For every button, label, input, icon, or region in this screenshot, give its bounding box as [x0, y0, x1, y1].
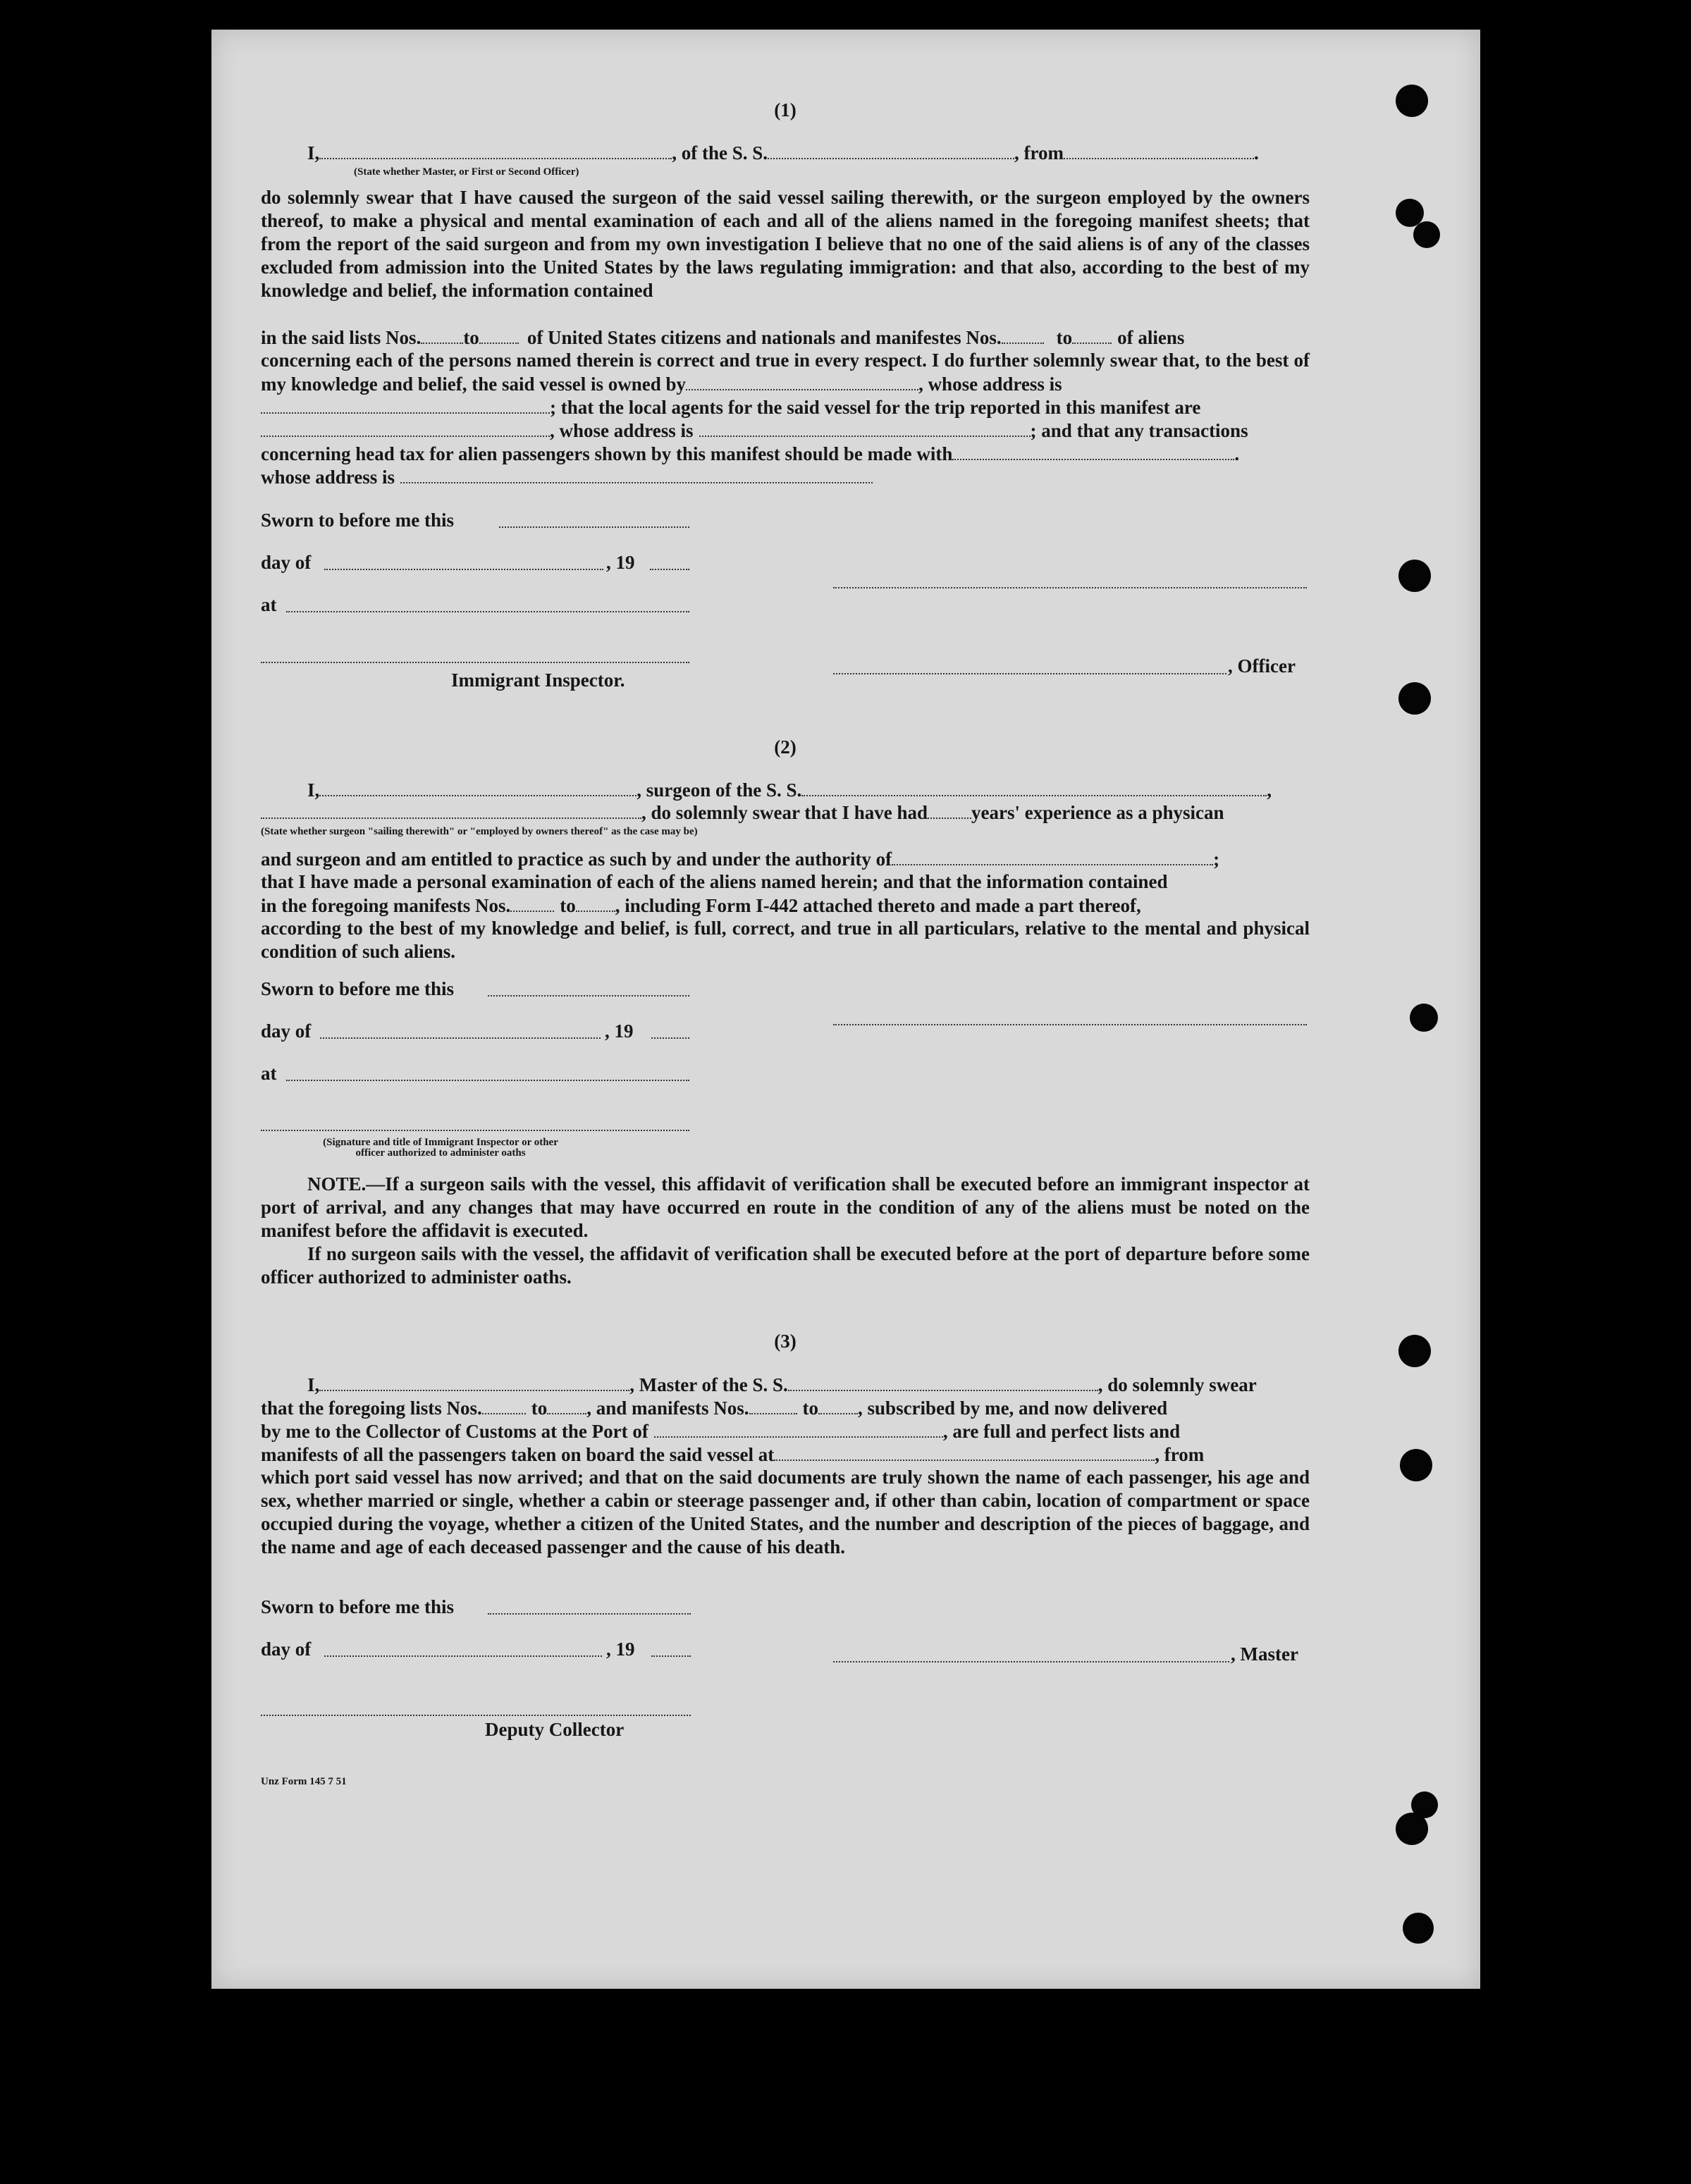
- manifests-to-field[interactable]: [1072, 326, 1112, 344]
- year-label: , 19: [606, 552, 635, 573]
- section-2-body-a: [261, 870, 1310, 894]
- label-master-of-ss: , Master of the S. S.: [629, 1374, 788, 1395]
- label-to: to: [802, 1398, 819, 1419]
- officer-title-field[interactable]: [319, 141, 672, 159]
- label-to: to: [1056, 327, 1073, 348]
- note-text-1: NOTE.—If a surgeon sails with the vessel, this affidavit of verification shall be executed before an immigrant inspector at port of arrival, and any changes that may have occurred en route in the condition of any of the aliens must be noted on the manifest before the affidavit is executed.: [261, 1173, 1310, 1241]
- years-experience-field[interactable]: [928, 801, 971, 819]
- label-and-manifests: , and manifests Nos.: [586, 1398, 749, 1419]
- headtax-contact-field[interactable]: [952, 442, 1234, 460]
- section-1-body-a-text: do solemnly swear that I have caused the surgeon of the said vessel sailing therewith, or the surgeon employed by the owners thereof, to make a physical and mental examination of each and all of the aliens named in the foregoing manifest sheets; that from the report of the said surgeon and from my own investigation I believe that no one of the said aliens is of any of the classes excluded from admission into the United States by the laws regulating immigration: and that also, according to the best of my knowledge and belief, the information contained: [261, 187, 1310, 301]
- section-2-line-2: [261, 801, 1224, 825]
- headtax-row: [261, 442, 1239, 466]
- section-3-port-row: [261, 1419, 1180, 1443]
- label-from: , from: [1155, 1444, 1205, 1465]
- year-label-2: , 19: [605, 1020, 634, 1042]
- section-1-body-b-text: [261, 349, 1310, 396]
- label-lists: in the said lists Nos.: [261, 327, 422, 348]
- at-label: at: [261, 594, 277, 615]
- year-field-2[interactable]: [651, 1037, 689, 1039]
- manifests-from-field-3[interactable]: [749, 1396, 797, 1414]
- period: .: [1234, 443, 1240, 464]
- punch-hole: [1403, 1913, 1434, 1944]
- sig-note-1: (Signature and title of Immigrant Inspector or other: [323, 1137, 558, 1148]
- manifests-row: [261, 894, 1141, 918]
- section-3-lists-row: [261, 1396, 1167, 1420]
- manifests-from-field[interactable]: [1002, 326, 1044, 344]
- label-port-of: by me to the Collector of Customs at the Port of: [261, 1421, 648, 1442]
- sworn-label-2: Sworn to before me this: [261, 978, 454, 999]
- manifests-from-field-2[interactable]: [510, 894, 554, 912]
- section-3-body: [261, 1466, 1310, 1559]
- note-text-2: If no surgeon sails with the vessel, the affidavit of verification shall be executed before at the port of departure before some officer authorized to administer oaths.: [261, 1243, 1310, 1288]
- label-surgeon-of-ss: , surgeon of the S. S.: [637, 779, 802, 801]
- section-1-body-b: [261, 349, 1310, 396]
- sig-note-2: officer authorized to administer oaths: [355, 1147, 526, 1159]
- label-full-and-perfect: , are full and perfect lists and: [942, 1421, 1181, 1442]
- master-signature-field[interactable]: [833, 1660, 1229, 1662]
- officer-signature-top-field[interactable]: [833, 586, 1307, 588]
- taken-at-field[interactable]: [774, 1443, 1155, 1461]
- punch-hole: [1413, 221, 1440, 248]
- agents-field[interactable]: [261, 419, 550, 437]
- manifests-to-field-2[interactable]: [576, 894, 615, 912]
- section-2-body-b-text: according to the best of my knowledge and belief, is full, correct, and true in all particulars, relative to the mental and physical condition of such aliens.: [261, 918, 1310, 962]
- lists-to-field[interactable]: [479, 326, 519, 344]
- label-solemnly-swear: , do solemnly swear: [1097, 1374, 1257, 1395]
- section-2-body-a-text: that I have made a personal examination of each of the aliens named herein; and that the information contained: [261, 871, 1168, 892]
- authority-field[interactable]: [892, 847, 1213, 865]
- from-port-field[interactable]: [1064, 141, 1254, 159]
- label-to: to: [463, 327, 479, 348]
- label-i: I,: [307, 1374, 320, 1395]
- label-to: to: [560, 895, 576, 916]
- year-field[interactable]: [650, 568, 689, 570]
- owned-by-text: concerning each of the persons named therein is correct and true in every respect. I do further solemnly swear that, to the best of my knowledge and belief, the said vessel is owned by: [261, 350, 1310, 395]
- officer-signature-field[interactable]: [833, 672, 1226, 674]
- comma: ,: [1267, 779, 1272, 801]
- officer-label: , Officer: [1228, 655, 1296, 677]
- section-3-line-1: [307, 1373, 1257, 1397]
- agents-row: [261, 395, 1200, 419]
- surgeon-signature-field[interactable]: [833, 1023, 1307, 1025]
- section-2-number: (2): [774, 736, 797, 758]
- vessel-name-field-2[interactable]: [801, 778, 1267, 796]
- agents-address-row: [261, 419, 1248, 443]
- label-entitled: and surgeon and am entitled to practice as such by and under the authority of: [261, 849, 892, 870]
- section-1-number: (1): [774, 99, 797, 121]
- owner-address-field[interactable]: [261, 395, 550, 414]
- sworn-date-field-2[interactable]: [488, 994, 689, 997]
- day-of-label: day of: [261, 552, 312, 573]
- label-to: to: [531, 1398, 548, 1419]
- label-i: I,: [307, 779, 320, 801]
- day-of-label-3: day of: [261, 1639, 312, 1660]
- label-whose-address: whose address is: [261, 467, 395, 488]
- punch-hole: [1400, 1449, 1432, 1481]
- punch-hole: [1398, 682, 1431, 715]
- surgeon-type-field[interactable]: [261, 801, 641, 819]
- label-solemnly-swear: , do solemnly swear that I have had: [641, 802, 928, 823]
- form-footer: Unz Form 145 7 51: [261, 1776, 347, 1787]
- label-of-aliens: of aliens: [1117, 327, 1185, 348]
- lists-from-field[interactable]: [421, 326, 463, 344]
- vessel-name-field-3[interactable]: [788, 1373, 1098, 1391]
- day-of-field[interactable]: [324, 568, 603, 570]
- lists-row: [261, 326, 1184, 350]
- punch-hole: [1398, 560, 1431, 592]
- headtax-address-field[interactable]: [400, 465, 873, 483]
- label-years-experience: years' experience as a physican: [971, 802, 1224, 823]
- punch-hole: [1410, 1004, 1438, 1032]
- surgeon-name-field[interactable]: [319, 778, 637, 796]
- label-i: I,: [307, 142, 320, 164]
- label-including: , including Form I-442 attached thereto and made a part thereof,: [615, 895, 1141, 916]
- section-3-number: (3): [774, 1331, 797, 1352]
- sworn-date-field[interactable]: [499, 526, 689, 528]
- semicolon: ;: [1213, 849, 1220, 870]
- deputy-collector-label: Deputy Collector: [485, 1719, 625, 1740]
- label-headtax: concerning head tax for alien passengers shown by this manifest should be made with: [261, 443, 953, 464]
- day-of-field-2[interactable]: [320, 1037, 601, 1039]
- label-of-ss: , of the S. S.: [672, 142, 768, 164]
- inspector-signature-field-2[interactable]: [261, 1129, 689, 1131]
- day-of-label-2: day of: [261, 1020, 312, 1042]
- label-taken-on-board: manifests of all the passengers taken on board the said vessel at: [261, 1444, 775, 1465]
- sworn-date-field-3[interactable]: [488, 1612, 691, 1615]
- owner-field[interactable]: [686, 372, 918, 390]
- agents-address-field[interactable]: [699, 419, 1031, 437]
- vessel-name-field[interactable]: [768, 141, 1014, 159]
- note-paragraph-1: [261, 1173, 1310, 1242]
- sworn-label: Sworn to before me this: [261, 510, 454, 531]
- master-note: (State whether Master, or First or Second Officer): [354, 166, 579, 178]
- period: .: [1254, 142, 1259, 164]
- manifests-to-field-3[interactable]: [818, 1396, 858, 1414]
- year-field-3[interactable]: [651, 1655, 691, 1657]
- year-label-3: , 19: [606, 1639, 635, 1660]
- label-subscribed: , subscribed by me, and now delivered: [858, 1398, 1168, 1419]
- label-manifests: in the foregoing manifests Nos.: [261, 895, 511, 916]
- lists-to-field-3[interactable]: [547, 1396, 586, 1414]
- punch-hole: [1398, 1335, 1431, 1367]
- form-page: [211, 30, 1480, 1989]
- master-label: , Master: [1231, 1643, 1298, 1665]
- label-transactions: ; and that any transactions: [1030, 420, 1248, 441]
- section-2-body-b: [261, 917, 1310, 963]
- surgeon-note: (State whether surgeon "sailing therewith" or "employed by owners thereof" as the case may be): [261, 826, 698, 837]
- label-manifests: of United States citizens and nationals and manifestes Nos.: [527, 327, 1002, 348]
- at-field[interactable]: [286, 610, 689, 612]
- label-whose-address: , whose address is: [550, 420, 694, 441]
- section-3-taken-row: [261, 1443, 1204, 1467]
- day-of-field-3[interactable]: [324, 1655, 602, 1657]
- at-label-2: at: [261, 1063, 277, 1084]
- section-3-body-text: which port said vessel has now arrived; and that on the said documents are truly shown the name of each passenger, his age and sex, whether married or single, whether a cabin or steerage passenger and, if other than cabin, location of compartment or space occupied during the voyage, whether a citizen of the United States, and the number and description of the pieces of baggage, and the name and age of each deceased passenger and the cause of his death.: [261, 1467, 1310, 1557]
- headtax-address-row: [261, 465, 873, 489]
- label-agents: ; that the local agents for the said vessel for the trip reported in this manifest are: [550, 397, 1201, 418]
- label-foregoing-lists: that the foregoing lists Nos.: [261, 1398, 482, 1419]
- inspector-label: Immigrant Inspector.: [451, 670, 625, 691]
- label-whose-address: , whose address is: [918, 374, 1062, 395]
- port-of-field[interactable]: [654, 1419, 943, 1438]
- section-1-body-a: [261, 186, 1310, 302]
- note-paragraph-2: [261, 1242, 1310, 1289]
- inspector-signature-field[interactable]: [261, 661, 689, 663]
- label-from: , from: [1014, 142, 1064, 164]
- section-2-line-1: [307, 778, 1272, 802]
- master-name-field[interactable]: [319, 1373, 629, 1391]
- section-1-line-1: [307, 141, 1259, 165]
- deputy-signature-field[interactable]: [261, 1714, 691, 1716]
- punch-hole: [1396, 1813, 1428, 1845]
- at-field-2[interactable]: [286, 1079, 689, 1081]
- entitled-row: [261, 847, 1219, 871]
- lists-from-field-3[interactable]: [482, 1396, 526, 1414]
- sworn-label-3: Sworn to before me this: [261, 1596, 454, 1617]
- punch-hole: [1396, 85, 1428, 117]
